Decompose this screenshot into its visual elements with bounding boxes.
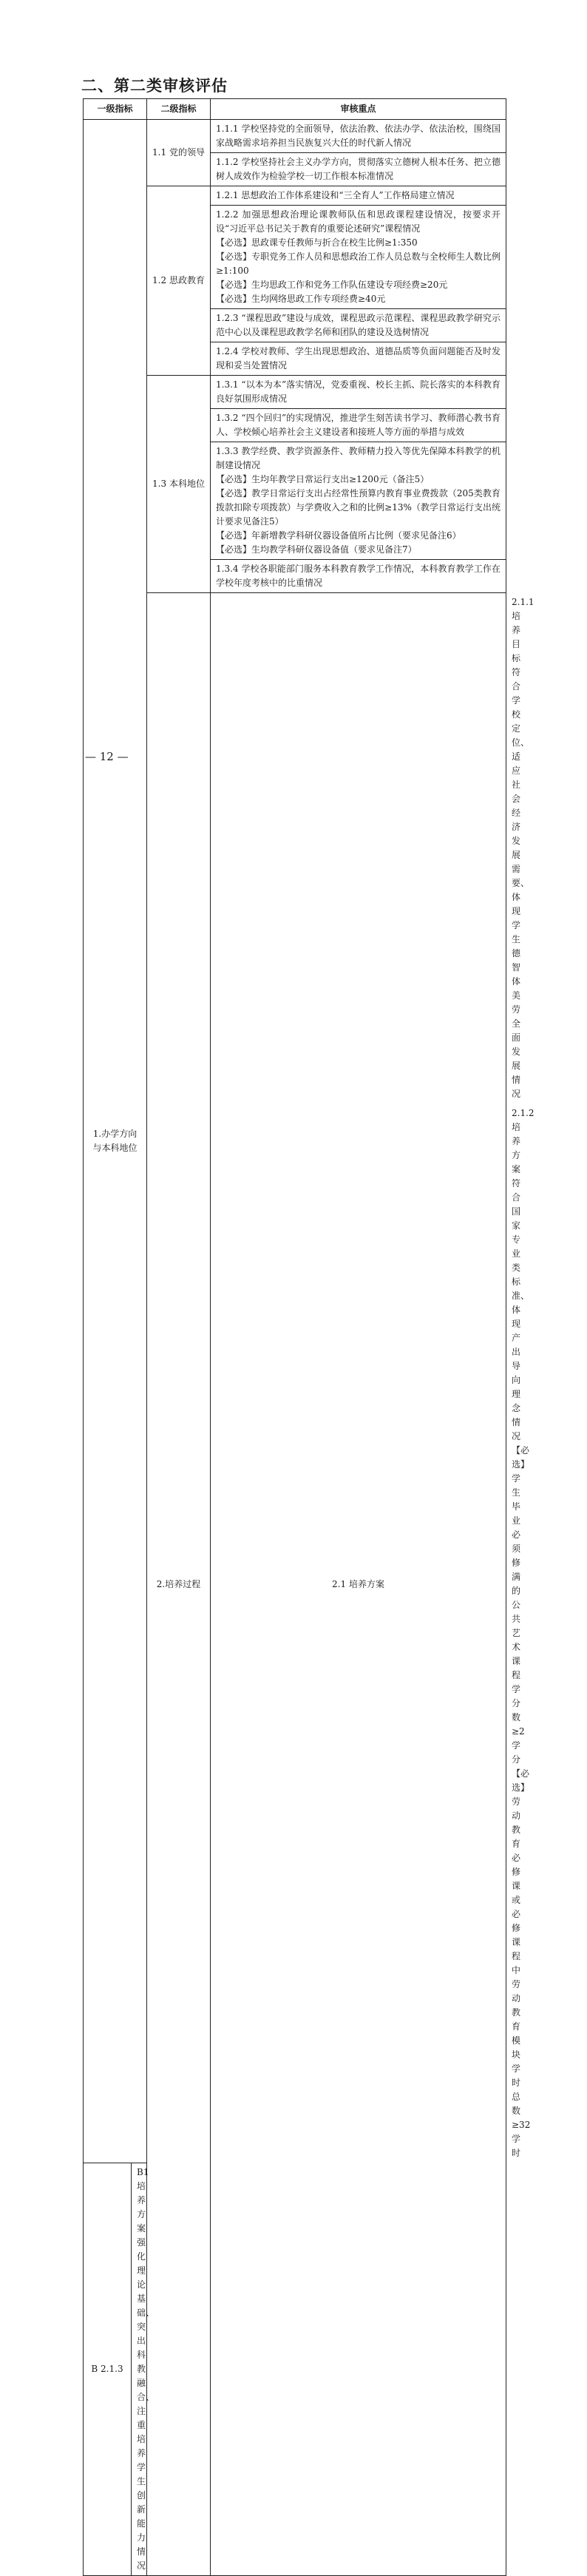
required-item: 【必选】生均年教学日常运行支出≥1200元（备注5）	[216, 474, 430, 484]
sub-indicator-row	[84, 2163, 146, 2575]
point-line: 1.1.2 学校坚持社会主义办学方向，贯彻落实立德树人根本任务、把立德树人成效作为检验学校一切工作根本标准情况	[216, 157, 501, 181]
sub-indicator-code: B 2.1.3	[84, 2163, 132, 2575]
review-point	[211, 442, 506, 560]
required-item: 【必选】生均教学科研仪器设备值（要求见备注7）	[216, 544, 417, 555]
table-row: 2.1.2 培养方案符合国家专业类标准、体现产出导向理念情况 【必选】学生毕业必须修满的公共艺术课程学分数≥2学分 【必选】劳动教育必修课或必修课程中劳动教育模块学时总数≥32学时	[512, 1108, 535, 2158]
review-point	[211, 309, 506, 342]
page-number: — 12 —	[85, 750, 129, 763]
point-line: 1.3.4 学校各职能部门服务本科教育教学工作情况，本科教育教学工作在学校年度考核中的比重情况	[216, 564, 501, 588]
review-point	[211, 120, 506, 153]
col-header-level1: 一级指标	[84, 99, 147, 120]
section-title: 二、第二类审核评估	[81, 77, 228, 95]
header-row	[84, 99, 506, 120]
table-row	[84, 376, 506, 409]
review-point	[211, 560, 506, 593]
sub-indicator-text: B1 培养方案强化理论基础、突出科教融合、注重培养学生创新能力情况	[137, 2167, 155, 2571]
required-item: 【必选】生均网络思政工作专项经费≥40元	[216, 294, 386, 304]
review-point	[211, 206, 506, 309]
level1-cell: 1.办学方向与本科地位	[84, 120, 147, 2163]
point-line: 1.3.2 “四个回归”的实现情况，推进学生刻苦读书学习、教师潜心教书育人、学校倾心培养社会主义建设者和接班人等方面的举措与成效	[216, 413, 501, 437]
point-line: 1.3.3 教学经费、教学资源条件、教师精力投入等优先保障本科教学的机制建设情况	[216, 446, 501, 470]
level2-cell: 2.1 培养方案	[211, 593, 506, 2576]
required-item: 【必选】专职党务工作人员和思想政治工作人员总数与全校师生人数比例≥1:100	[216, 251, 501, 276]
point-line: 1.3.1 “以本为本”落实情况，党委重视、校长主抓、院长落实的本科教育良好氛围形成情况	[216, 379, 501, 404]
review-point	[211, 376, 506, 409]
level2-cell: 1.1 党的领导	[147, 120, 211, 186]
review-point	[211, 153, 506, 186]
required-item: 【必选】思政课专任教师与折合在校生比例≥1:350	[216, 237, 418, 248]
table-row: 2.培养过程 2.1 培养方案 2.1.1 培养目标符合学校定位、适应社会经济发展需要、体现学生德智体美劳全面发展情况	[84, 593, 506, 1104]
point-line: 1.2.3 “课程思政”建设与成效，课程思政示范课程、课程思政教学研究示范中心以及课程思政教学名师和团队的建设及选树情况	[216, 313, 501, 337]
point-line: 1.2.4 学校对教师、学生出现思想政治、道德品质等负面问题能否及时发现和妥当处置情况	[216, 346, 501, 371]
point-line: 1.1.1 学校坚持党的全面领导，依法治教、依法办学、依法治校，围绕国家战略需求培养担当民族复兴大任的时代新人情况	[216, 124, 501, 148]
table-row	[84, 120, 506, 153]
required-item: 【必选】教学日常运行支出占经常性预算内教育事业费拨款（205类教育拨款扣除专项拨款）与学费收入之和的比例≥13%（教学日常运行支出统计要求见备注5）	[216, 488, 501, 527]
review-point	[211, 342, 506, 376]
level2-cell: 1.2 思政教育	[147, 186, 211, 376]
audit-table	[83, 98, 535, 2576]
level1-cell: 2.培养过程	[147, 593, 211, 2576]
review-point	[211, 186, 506, 206]
col-header-level2: 二级指标	[147, 99, 211, 120]
sub-indicator-table	[84, 2163, 155, 2575]
level2-cell: 1.3 本科地位	[147, 376, 211, 593]
point-line: 1.2.2 加强思想政治理论课教师队伍和思政课程建设情况，按要求开设“习近平总书记关于教育的重要论述研究”课程情况	[216, 209, 501, 234]
required-item: 【必选】生均思政工作和党务工作队伍建设专项经费≥20元	[216, 280, 448, 290]
review-point	[84, 2163, 155, 2576]
review-point	[211, 409, 506, 442]
col-header-review-focus: 审核重点	[211, 99, 506, 120]
point-line: 1.2.1 思想政治工作体系建设和“三全育人”工作格局建立情况	[216, 190, 455, 200]
required-item: 【必选】年新增教学科研仪器设备值所占比例（要求见备注6）	[216, 530, 461, 541]
table-row	[84, 186, 506, 206]
